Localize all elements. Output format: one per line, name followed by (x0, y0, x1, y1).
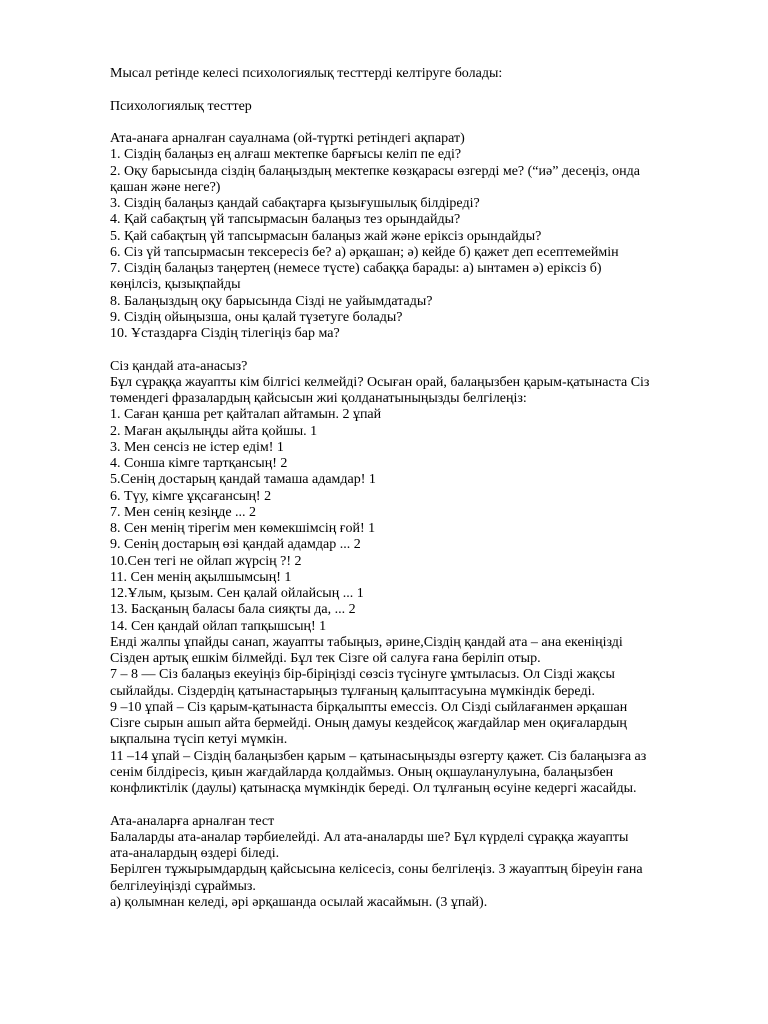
section2-line: 14. Сен қандай ойлап тапқышсың! 1 (110, 618, 327, 634)
section2-line: 7. Мен сенің кезіңде ... 2 (110, 504, 257, 520)
section3-title: Ата-аналарға арналған тест (110, 813, 275, 829)
spacer (110, 342, 720, 358)
section2-line: 2. Маған ақылыңды айта қойшы. 1 (110, 423, 318, 439)
intro-line: Мысал ретінде келесі психологиялық тесттерді келтіруге болады: (110, 66, 503, 81)
section1-line: 7. Сіздің балаңыз таңертең (немесе түсте) сабаққа барады: а) ынтамен ә) еріксіз б) (110, 261, 602, 276)
spacer (110, 82, 720, 98)
section2-line: Сізге сырын ашып айта бермейді. Оның дамуы кездейсоқ жағдайлар мен оқиғалардың (110, 716, 627, 731)
section2-line: ықпалына түсіп кетуі мүмкін. (110, 732, 288, 748)
section3-line: Берілген тұжырымдардың қайсысына келісесіз, соны белгілеңіз. 3 жауаптың біреуін ғана (110, 862, 643, 878)
section1-line: 4. Қай сабақтың үй тапсырмасын балаңыз тез орындайды? (110, 212, 461, 228)
section1-line: 8. Балаңыздың оқу барысында Сізді не уайымдатады? (110, 293, 433, 309)
section2-line: 12.Ұлым, қызым. Сен қалай ойлайсың ... 1 (110, 586, 364, 601)
section1-line: көңілсіз, қызықпайды (110, 277, 241, 293)
section2-line: 11. Сен менің ақылшымсың! 1 (110, 569, 292, 585)
section2-line: 1. Саған қанша рет қайталап айтамын. 2 ұпай (110, 407, 382, 423)
section2-line: сыйлайды. Сіздердің қатынастарыңыз тұлғаның қалыптасуына мүмкіндік береді. (110, 683, 595, 699)
section1-line: 1. Сіздің балаңыз ең алғаш мектепке барғысы келіп пе еді? (110, 147, 462, 163)
spacer (110, 115, 720, 131)
section1-line: 2. Оқу барысында сіздің балаңыздың мектепке көзқарасы өзгерді ме? (“иә” десеңіз, онда (110, 163, 640, 179)
section2-line: 13. Басқаның баласы бала сияқты да, ... 2 (110, 602, 356, 618)
section3-line: белгілеуіңізді сұраймыз. (110, 878, 256, 894)
section1-line: 9. Сіздің ойыңызша, оны қалай түзетуге болады? (110, 309, 403, 325)
section2-line: Бұл сұраққа жауапты кім білгісі келмейді? Осыған орай, балаңызбен қарым-қатынаста Сіз (110, 374, 650, 390)
section1-line: 10. Ұстаздарға Сіздің тілегіңіз бар ма? (110, 326, 340, 341)
section2-line: 4. Сонша кімге тартқансың! 2 (110, 456, 288, 471)
section2-line: конфликтілік (даулы) қатынасқа мүмкіндік береді. Ол тұлғаның өсуіне кедергі жасайды. (110, 781, 637, 796)
section2-line: 11 –14 ұпай – Сіздің балаңызбен қарым – қатынасыңызды өзгерту қажет. Сіз балаңызға аз (110, 748, 647, 764)
section1-line: 5. Қай сабақтың үй тапсырмасын балаңыз жай және еріксіз орындайды? (110, 228, 542, 244)
section2-line: 6. Түу, кімге ұқсағансың! 2 (110, 488, 272, 504)
section2-line: Енді жалпы ұпайды санап, жауапты табыңыз, әрине,Сіздің қандай ата – ана екеніңізді (110, 634, 623, 650)
section2-line: 5.Сенің достарың қандай тамаша адамдар! 1 (110, 472, 376, 488)
section2-line: 10.Сен тегі не ойлап жүрсің ?! 2 (110, 553, 302, 569)
section2-line: төмендегі фразалардың қайсысын жиі қолданатыныңызды белгілеңіз: (110, 391, 527, 406)
section1-line: қашан және неге?) (110, 179, 221, 195)
section2-line: Сізден артық ешкім білмейді. Бұл тек Сізге ой салуға ғана беріліп отыр. (110, 651, 541, 666)
section2-line: 8. Сен менің тірегім мен көмекшімсің ғой! 1 (110, 521, 376, 536)
section2-line: 7 – 8 — Сіз балаңыз екеуіңіз бір-біріңізді сөзсіз түсінуге ұмтыласыз. Ол Сізді жақсы (110, 667, 615, 683)
section1-line: 6. Сіз үй тапсырмасын тексересіз бе? а) әрқашан; ә) кейде б) қажет деп есептемеймін (110, 244, 619, 260)
document-heading: Психологиялық тесттер (110, 98, 252, 114)
section2-line: 9 –10 ұпай – Сіз қарым-қатынаста бірқалыпты емессіз. Ол Сізді сыйлағанмен әрқашан (110, 699, 628, 715)
spacer (110, 797, 720, 813)
section1-line: 3. Сіздің балаңыз қандай сабақтарға қызығушылық білдіреді? (110, 196, 480, 211)
section3-line: а) қолымнан келеді, әрі әрқашанда осылай жасаймын. (3 ұпай). (110, 894, 488, 910)
section2-line: сенім білдіресіз, қиын жағдайларда қолдаймыз. Оның оқшауланулуына, балаңызбен (110, 764, 614, 780)
section2-line: 3. Мен сенсіз не істер едім! 1 (110, 439, 284, 455)
section2-line: 9. Сенің достарың өзі қандай адамдар ... 2 (110, 537, 361, 553)
section3-line: Балаларды ата-аналар тәрбиелейді. Ал ата-аналарды ше? Бұл күрделі сұраққа жауапты (110, 829, 629, 845)
document-page (110, 66, 720, 911)
section2-title: Сіз қандай ата-анасыз? (110, 358, 248, 374)
section3-line: ата-аналардың өздері біледі. (110, 846, 280, 861)
section1-title: Ата-анаға арналған сауалнама (ой-түрткі ретіндегі ақпарат) (110, 131, 465, 146)
